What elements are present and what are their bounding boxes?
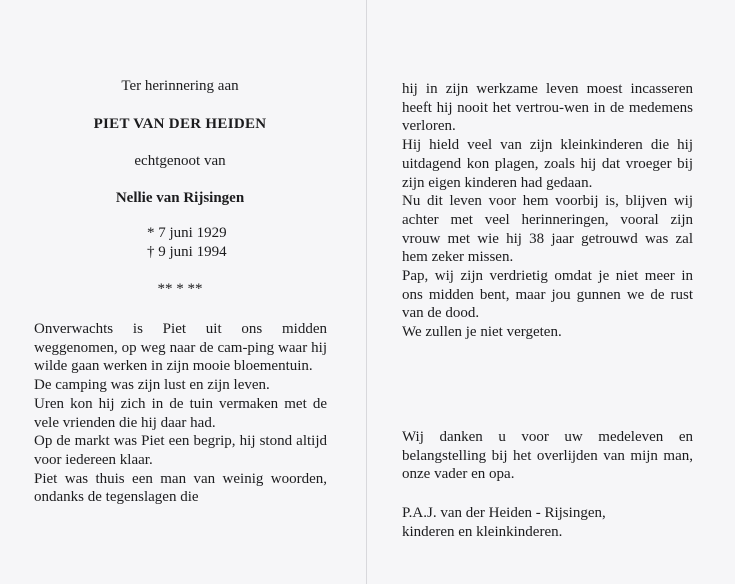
separator-stars: ** * **: [157, 281, 203, 297]
thanks-text: Wij danken u voor uw medeleven en belangstelling bij het overlijden van mijn man, onze vader en opa.: [402, 429, 693, 483]
in-memory-heading: Ter herinnering aan: [121, 78, 239, 94]
paragraph: Hij hield veel van zijn kleinkinderen die hij uitdagend kon plagen, zoals hij dat vroeger bij zijn eigen kinderen had gedaan.: [402, 137, 693, 191]
paragraph: Onverwachts is Piet uit ons midden weggenomen, op weg naar de cam-ping waar hij wilde gaan werken in zijn mooie bloementuin.: [34, 321, 327, 375]
death-date: † 9 juni 1994: [147, 243, 227, 260]
paragraph: hij in zijn werkzame leven moest incasseren heeft hij nooit het vertrou-wen in de medemens verloren.: [402, 81, 693, 135]
deceased-name: PIET VAN DER HEIDEN: [93, 116, 267, 132]
paragraph: Pap, wij zijn verdrietig omdat je niet meer in ons midden bent, maar jou gunnen we de rust van de dood.: [402, 268, 693, 322]
paragraph: De camping was zijn lust en zijn leven.: [34, 377, 270, 394]
birth-date: * 7 juni 1929: [147, 225, 227, 241]
right-column-text: [402, 80, 693, 342]
signature-line-1: P.A.J. van der Heiden - Rijsingen,: [402, 505, 606, 521]
paragraph: Piet was thuis een man van weinig woorden, ondanks de tegenslagen die: [34, 470, 327, 506]
life-dates: [147, 224, 267, 261]
spouse-of-label: echtgenoot van: [134, 153, 226, 169]
paragraph: We zullen je niet vergeten.: [402, 324, 562, 341]
card-fold-line: [366, 0, 367, 584]
left-column-text: [34, 320, 327, 507]
paragraph: Nu dit leven voor hem voorbij is, blijven wij achter met veel herinneringen, vooral zijn vrouw met wie hij 38 jaar getrouwd was zal hem zeker missen.: [402, 193, 693, 266]
paragraph: Uren kon hij zich in de tuin vermaken met de vele vrienden die hij daar had.: [34, 395, 327, 431]
signature-line-2: kinderen en kleinkinderen.: [402, 523, 563, 540]
thanks-block: [402, 428, 693, 484]
paragraph: Op de markt was Piet een begrip, hij stond altijd voor iedereen klaar.: [34, 433, 327, 468]
signature-block: [402, 504, 693, 541]
spouse-name: Nellie van Rijsingen: [115, 190, 245, 206]
